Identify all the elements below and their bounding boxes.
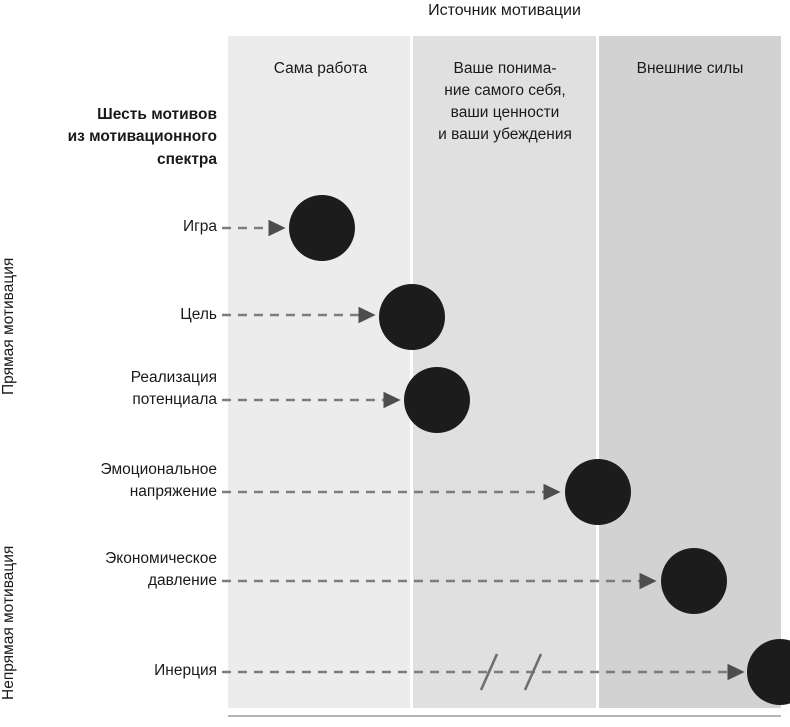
group-label-indirect-motivation: Непрямая мотивация <box>0 545 17 700</box>
row-label-potential-line2: потенциала <box>132 391 217 408</box>
row-label-emotional-pressure-line1: Эмоциональное <box>100 461 217 478</box>
spectrum-caption-line2: из мотивационного <box>67 128 217 146</box>
spectrum-caption-line3: спектра <box>156 150 217 168</box>
data-point-potential <box>404 367 470 433</box>
data-point-purpose <box>379 284 445 350</box>
column-header-self-line3: ваши ценности <box>450 104 560 121</box>
row-label-purpose-line1: Цель <box>180 306 217 323</box>
chart-title: Источник мотивации <box>428 2 581 19</box>
row-label-inertia-line1: Инерция <box>154 662 217 679</box>
row-label-emotional-pressure-line2: напряжение <box>129 483 217 500</box>
data-point-play <box>289 195 355 261</box>
column-header-work-line1: Сама работа <box>273 60 368 77</box>
row-label-economic-pressure-line1: Экономическое <box>105 550 217 567</box>
column-header-external-line1: Внешние силы <box>636 60 744 77</box>
data-point-economic-pressure <box>661 548 727 614</box>
row-label-economic-pressure-line2: давление <box>147 572 217 589</box>
spectrum-caption-line1: Шесть мотивов <box>97 106 217 123</box>
row-label-play-line1: Игра <box>182 218 217 235</box>
column-header-self-line4: и ваши убеждения <box>438 126 572 143</box>
column-header-self-line1: Ваше понима- <box>453 60 557 77</box>
group-label-direct-motivation: Прямая мотивация <box>0 257 17 395</box>
column-header-self-line2: ние самого себя, <box>444 82 566 99</box>
row-label-potential-line1: Реализация <box>130 369 217 386</box>
data-point-emotional-pressure <box>565 459 631 525</box>
